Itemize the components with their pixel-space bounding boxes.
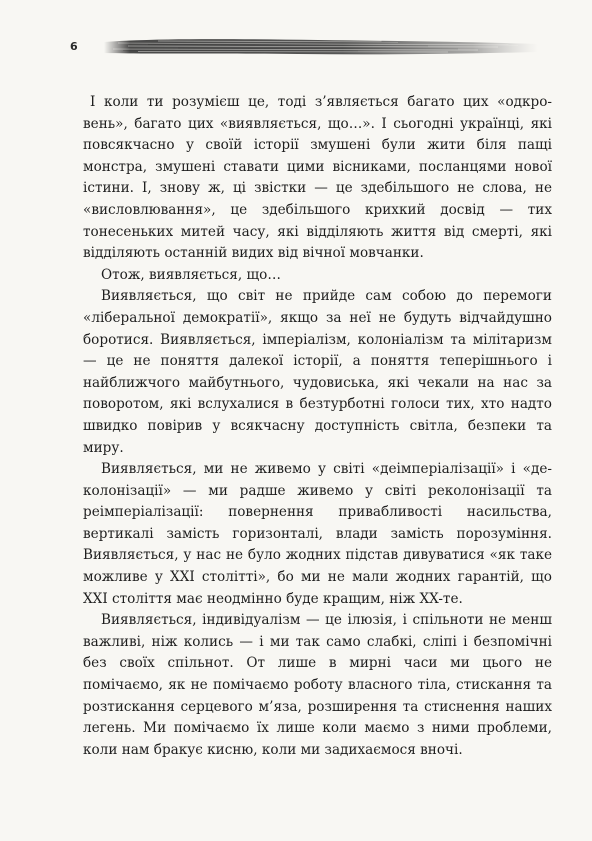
paragraph: Виявляється, ми не живемо у світі «деімперіалізації» і «деколонізації» — ми радше живемо у світі реколонізації та реімперіалізації: повернення привабливості насильства, вертикалі замість горизонталі, влади замість порозуміння. Виявляється, у нас не було жодних підстав дивуватися «як таке можливе у XXI столітті», бо ми не мали жодних гарантій, що XXI століття має неодмінно буде кращим, ніж XX-те. [83,461,552,607]
brush-stroke-decoration [98,34,540,60]
paragraph: Отож, виявляється, що… [101,266,281,283]
paragraph: Виявляється, індивідуалізм — це ілюзія, і спільноти не менш важливі, ніж колись — і ми так само слабкі, сліпі і безпомічні без своїх спільнот. От лише в мирні часи ми цього не помічаємо, як не помічаємо роботу власного тіла, стискання та розтискання серцевого м’яза, розширення та стиснення наших легень. Ми помічаємо їх лише коли маємо з ними проблеми, коли нам бракує кисню, коли ми задихаємося вночі. [83,612,552,758]
body-text [83,92,552,761]
paragraph: І коли ти розумієш це, тоді з’являється багато цих «одкровень», багато цих «виявляється, що…». І сьогодні українці, які повсякчасно у своїй історії змушені були жити біля пащі монстра, змушені ставати цими вісниками, посланцями нової істини. І, знову ж, ці звістки — це здебільшого не слова, не «висловлювання», це здебільшого крихкий досвід — тих тонесеньких митей часу, які відділяють життя від смерті, які відділяють останній видих від вічної мовчанки. [83,94,552,262]
paragraph: Виявляється, що світ не прийде сам собою до перемоги «ліберальної демократії», якщо за неї не будуть відчайдушно боротися. Виявляється, імперіалізм, колоніалізм та мілітаризм — це не поняття далекої історії, а поняття теперішнього і найближчого майбутнього, чудовиська, які чекали на нас за поворотом, які вслухалися в безтурботні голоси тих, хто надто швидко повірив у всякчасну доступність світла, безпеки та миру. [83,288,552,456]
page-number: 6 [70,40,78,53]
page-header [60,34,540,60]
